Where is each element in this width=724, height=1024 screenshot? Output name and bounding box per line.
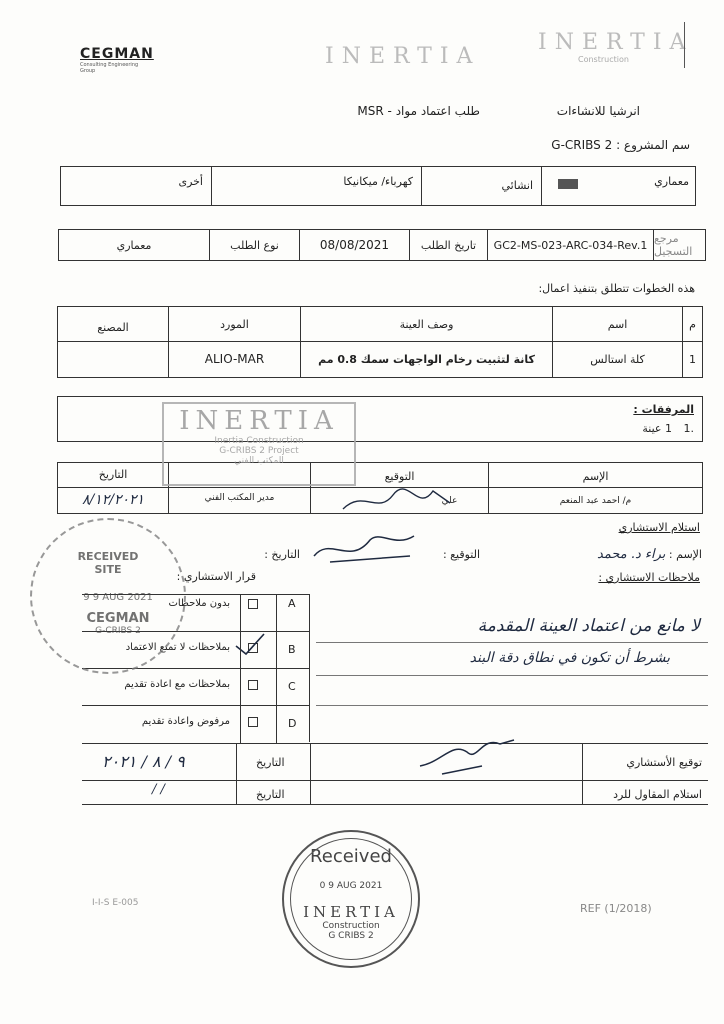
received-stamp-date: 0 9 AUG 2021 [319,881,383,891]
project-label: سم المشروع : [616,138,690,152]
remark-line-2 [316,675,708,676]
consultant-name-label: الإسم : [668,548,702,561]
option-a-code: A [288,597,296,610]
consultant-sign-footer-label: توقيع الأستشاري [626,756,702,769]
cegman-logo-sub: Consulting Engineering Group [80,62,139,74]
company-name: انرشيا للانشاءات [556,104,640,118]
discipline-mep-label: كهرباء/ ميكانيكا [343,175,413,188]
items-table [57,306,703,378]
form-title: طلب اعتماد مواد - MSR [357,104,480,118]
attachment-item-text: 1 عينة [642,422,672,435]
request-type-label: نوع الطلب [209,230,299,260]
discipline-arch-label: معماري [654,175,689,188]
footer-left-code: I-I-S E-005 [92,898,139,908]
footer-signature [412,732,522,780]
sign-row-date: ٨/١٢/٢٠٢١ [81,491,145,508]
inertia-rect-stamp-title: INERTIA [179,406,339,436]
discipline-struct-label: انشائي [501,179,533,192]
inertia-right-logo-sub: Construction [578,55,629,64]
project-line [500,138,690,152]
item-row-name: كلة استالس [590,353,645,366]
received-site-text: RECEIVED SITE [77,550,139,576]
steps-line: هذه الخطوات تتطلق بتنفيذ اعمال: [538,282,695,295]
sign-header-date: التاريخ [98,468,128,482]
request-date-value: 08/08/2021 [299,230,409,260]
project-value: G-CRIBS 2 [551,138,613,152]
option-c-text: بملاحظات مع اعادة تقديم [124,679,230,690]
item-row-desc: كانة لتثبيت رخام الواجهات سمك 0.8 مم [318,353,535,366]
footer-date-label-1: التاريخ [256,756,285,769]
request-table [58,229,706,261]
inertia-rect-stamp-role: المكتب الفني [234,456,284,466]
received-site-stamp [30,518,186,674]
inertia-center-logo: INERTIA [325,44,481,69]
discipline-mep[interactable] [211,167,421,205]
discipline-arch-checkbox[interactable] [558,179,578,189]
footer-table [82,743,708,805]
attachment-item-no: .1 [683,422,694,435]
consultant-remarks-label: ملاحظات الاستشاري : [598,571,700,584]
contractor-receipt-label: استلام المقاول للرد [613,788,702,801]
items-header-name: اسم [607,318,628,331]
items-header-no: م [689,318,696,331]
serial-value: GC2-MS-023-ARC-034-Rev.1 [487,230,653,260]
option-d-code: D [288,717,297,730]
consultant-sign-label: التوقيع : [442,548,480,561]
received-inertia-stamp [282,830,420,968]
discipline-other[interactable] [61,167,211,205]
attachment-item [574,422,694,435]
consultant-receipt-label: استلام الاستشاري [618,521,700,534]
sign-row-prefix: علي [441,496,458,507]
option-c-code: C [288,680,296,693]
footer-right-code: REF (1/2018) [580,902,652,915]
discipline-other-label: أخرى [178,175,203,188]
cegman-stamp-text: CEGMAN [86,611,150,626]
items-col-desc [300,307,552,377]
option-c-checkbox[interactable] [248,680,258,690]
items-header-supplier: المورد [220,317,249,331]
inertia-rect-stamp [162,402,356,486]
item-row-supplier: ALIO-MAR [204,352,265,367]
serial-label: مرجع التسجيل [653,230,705,260]
sign-col-name [488,463,702,513]
footer-date-label-2: التاريخ [256,788,285,801]
consultant-signature [310,526,420,570]
inertia-right-logo [538,30,694,64]
sign-header-name: الإسم [582,469,609,483]
header-divider [684,22,685,68]
items-col-supplier [168,307,300,377]
received-stamp-construction: Construction [322,921,380,931]
discipline-arch[interactable] [541,167,695,205]
discipline-struct[interactable] [421,167,541,205]
items-header-desc: وصف العينة [399,318,454,331]
items-col-maker [58,307,168,377]
consultant-decision-label: قرار الاستشاري : [176,570,256,583]
sign-col-date [58,463,168,513]
request-type-value: معماري [116,238,152,252]
items-col-name [552,307,682,377]
cegman-logo [80,46,154,74]
disciplines-table [60,166,696,206]
item-row-no: 1 [689,353,696,366]
received-stamp-inertia: INERTIA [303,903,399,921]
remark-line-1 [316,642,708,643]
remark-line-3 [316,705,708,706]
items-col-no [682,307,702,377]
footer-date-value-1: ٩ / ٨ / ٢٠٢١ [102,752,185,771]
footer-date-value-2: / / [152,782,165,797]
received-stamp-title: Received [310,846,392,867]
option-a-text: بدون ملاحظات [168,598,230,609]
inertia-rect-stamp-sub: Inertia Construction [214,436,304,446]
attachments-box [57,396,703,442]
option-a-checkbox[interactable] [248,599,258,609]
inertia-right-logo-text: INERTIA [538,30,694,55]
inertia-rect-stamp-line: G-CRIBS 2 Project [219,446,299,456]
request-date-label: تاريخ الطلب [409,230,487,260]
option-b-code: B [288,643,296,656]
consultant-date-label: التاريخ : [264,548,300,561]
option-b-text: بملاحظات لا تمنع الاعتماد [125,642,230,653]
received-site-date: 9 9 AUG 2021 [83,592,153,603]
consultant-name-value: براء د. محمد [597,547,666,562]
sign-row-title: مدير المكتب الفني [204,493,275,503]
option-b-checkmark [232,632,268,656]
cegman-logo-text: CEGMAN [80,46,154,62]
received-stamp-project: G CRIBS 2 [328,931,374,941]
option-d-text: مرفوض واعادة تقديم [141,716,230,727]
signature-1 [338,483,458,517]
attachments-label: المرفقات : [633,403,694,416]
sign-table [57,462,703,514]
items-header-maker: المصنع [97,321,129,335]
remark-text-2: بشرط أن تكون في نطاق دقة البند [469,650,670,666]
sign-row-name: م/ احمد عبد المنعم [559,496,632,507]
cegman-stamp-sub: G-CRIBS 2 [95,626,141,636]
option-d-checkbox[interactable] [248,717,258,727]
sign-header-sign: التوقيع [384,469,415,483]
remark-text-1: لا مانع من اعتماد العينة المقدمة [477,616,700,636]
